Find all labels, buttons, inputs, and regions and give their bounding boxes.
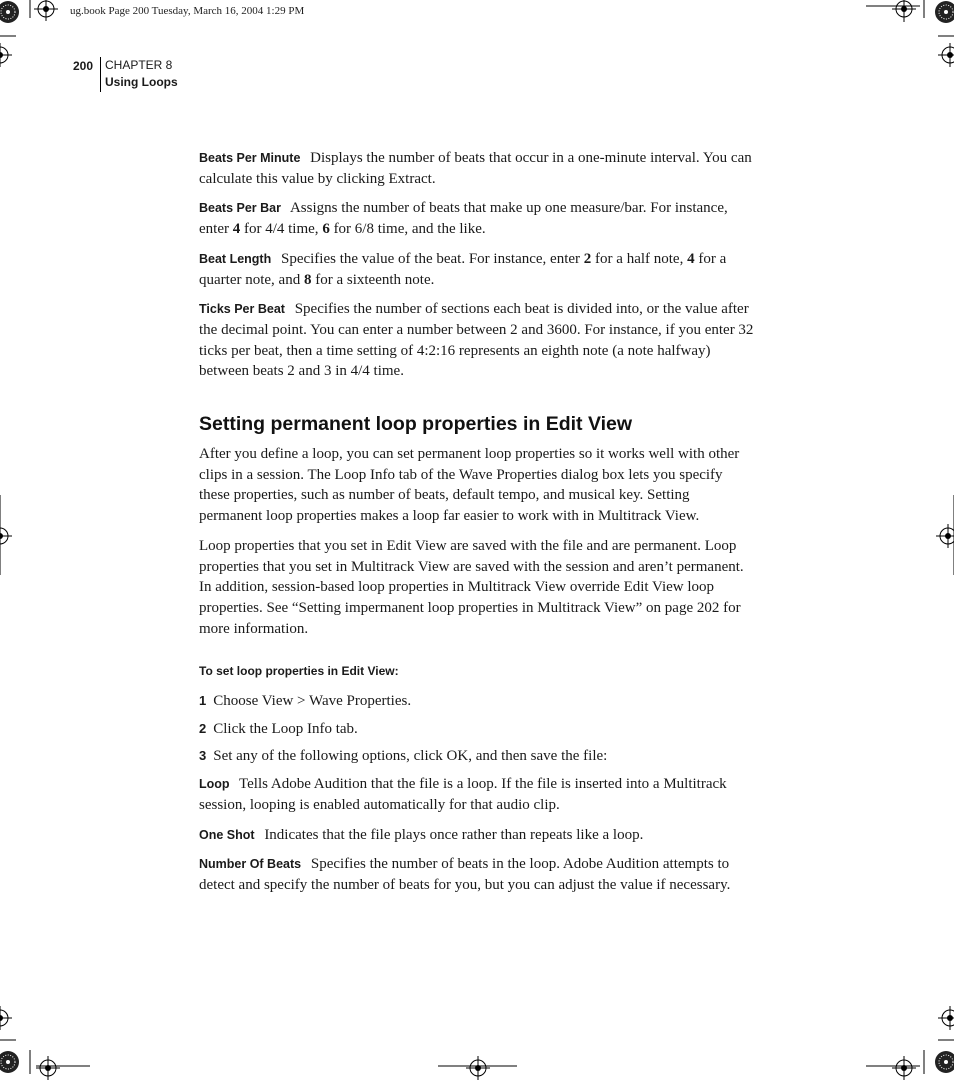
definition-text: Assigns the number of beats that make up one measure/bar. For instance, enter [199, 200, 728, 238]
definition-item [199, 148, 755, 189]
starburst-mark-icon [0, 0, 22, 26]
definition-text: Indicates that the file plays once rather than repeats like a loop. [264, 826, 644, 843]
page-number: 200 [73, 59, 94, 73]
step-number: 3 [199, 748, 207, 764]
registration-mark-icon [936, 524, 954, 548]
definition-term: Loop [199, 777, 230, 792]
definition-text: Specifies the value of the beat. For instance, enter [280, 250, 584, 267]
step-text: Click the Loop Info tab. [213, 720, 358, 737]
definition-item [199, 299, 755, 382]
definition-term: Number Of Beats [199, 857, 302, 872]
emphasis: 8 [303, 271, 312, 288]
emphasis: 6 [322, 221, 330, 238]
definition-text: for a sixteenth note. [311, 271, 435, 288]
registration-mark-icon [892, 1056, 916, 1080]
registration-mark-icon [892, 0, 916, 21]
definition-term: Beats Per Bar [199, 201, 281, 216]
definition-term: One Shot [199, 827, 255, 842]
definition-term: Ticks Per Beat [199, 302, 285, 317]
starburst-mark-icon [932, 1048, 954, 1074]
definition-item [199, 198, 755, 239]
definition-item [199, 825, 755, 846]
definition-text: Tells Adobe Audition that the file is a loop. If the file is inserted into a Multitrack session, looping is enabled automatically for that audio clip. [199, 776, 727, 813]
emphasis: 2 [583, 250, 592, 267]
step-number: 2 [199, 720, 207, 736]
definition-item [199, 774, 755, 815]
chapter-label: CHAPTER 8 [105, 58, 173, 72]
definition-term: Beats Per Minute [199, 151, 301, 165]
registration-mark-icon [0, 524, 12, 548]
registration-mark-icon [466, 1056, 490, 1080]
registration-mark-icon [0, 43, 12, 67]
registration-mark-icon [0, 1006, 12, 1030]
starburst-mark-icon [0, 1048, 22, 1074]
registration-mark-icon [36, 1056, 60, 1080]
definition-text: Specifies the number of beats in the loop. Adobe Audition attempts to detect and specify the number of beats for you, but you can adjust the value if necessary. [199, 856, 731, 893]
body-paragraph: Loop properties that you set in Edit View are saved with the file and are permanent. Loop properties that you set in Multitrack View are saved with the session and aren’t permanent. In addition, session-based loop properties in Multitrack View override Edit View loop properties. See “Setting impermanent loop properties in Multitrack View” on page 202 for more information. [199, 537, 744, 637]
section-heading: Setting permanent loop properties in Edit View [199, 413, 633, 436]
body-paragraph: After you define a loop, you can set permanent loop properties so it works well with other clips in a session. The Loop Info tab of the Wave Properties dialog box lets you specify these properties, such as number of beats, default tempo, and musical key. Setting permanent loop properties makes a loop far easier to work with in Multitrack View. [199, 446, 740, 525]
registration-mark-icon [938, 1006, 954, 1030]
registration-mark-icon [34, 0, 58, 21]
print-slug: ug.book Page 200 Tuesday, March 16, 2004 1:29 PM [70, 5, 305, 17]
definition-text: for 4/4 time, [240, 221, 323, 238]
procedure-step [199, 719, 755, 740]
definition-text: Specifies the number of sections each beat is divided into, or the value after the decimal point. You can enter a number between 2 and 3600. For instance, if you enter 32 ticks per beat, then a time setting of 4:2:16 represents an eighth note (a note halfway) between beats 2 and 3 in 4/4 time. [199, 301, 754, 380]
procedure-step [199, 691, 755, 712]
definition-text: for 6/8 time, and the like. [329, 221, 486, 238]
definition-term: Beat Length [199, 251, 272, 266]
definition-text: for a quarter note, and [199, 250, 727, 288]
procedure-step [199, 746, 755, 767]
step-number: 1 [199, 693, 207, 709]
step-text: Set any of the following options, click OK, and then save the file: [213, 748, 608, 765]
registration-mark-icon [938, 43, 954, 67]
body-content [199, 148, 755, 905]
definition-item [199, 249, 755, 290]
emphasis: 4 [232, 221, 241, 238]
running-header [105, 57, 178, 91]
definition-text: Displays the number of beats that occur in a one-minute interval. You can calculate this value by clicking Extract. [199, 150, 752, 187]
starburst-mark-icon [932, 0, 954, 26]
chapter-title: Using Loops [105, 75, 178, 89]
definition-text: for a half note, [591, 250, 688, 267]
definition-item [199, 854, 755, 895]
emphasis: 4 [687, 250, 695, 267]
step-text: Choose View > Wave Properties. [213, 693, 412, 710]
procedure-title: To set loop properties in Edit View: [199, 664, 399, 679]
header-divider [100, 57, 101, 92]
